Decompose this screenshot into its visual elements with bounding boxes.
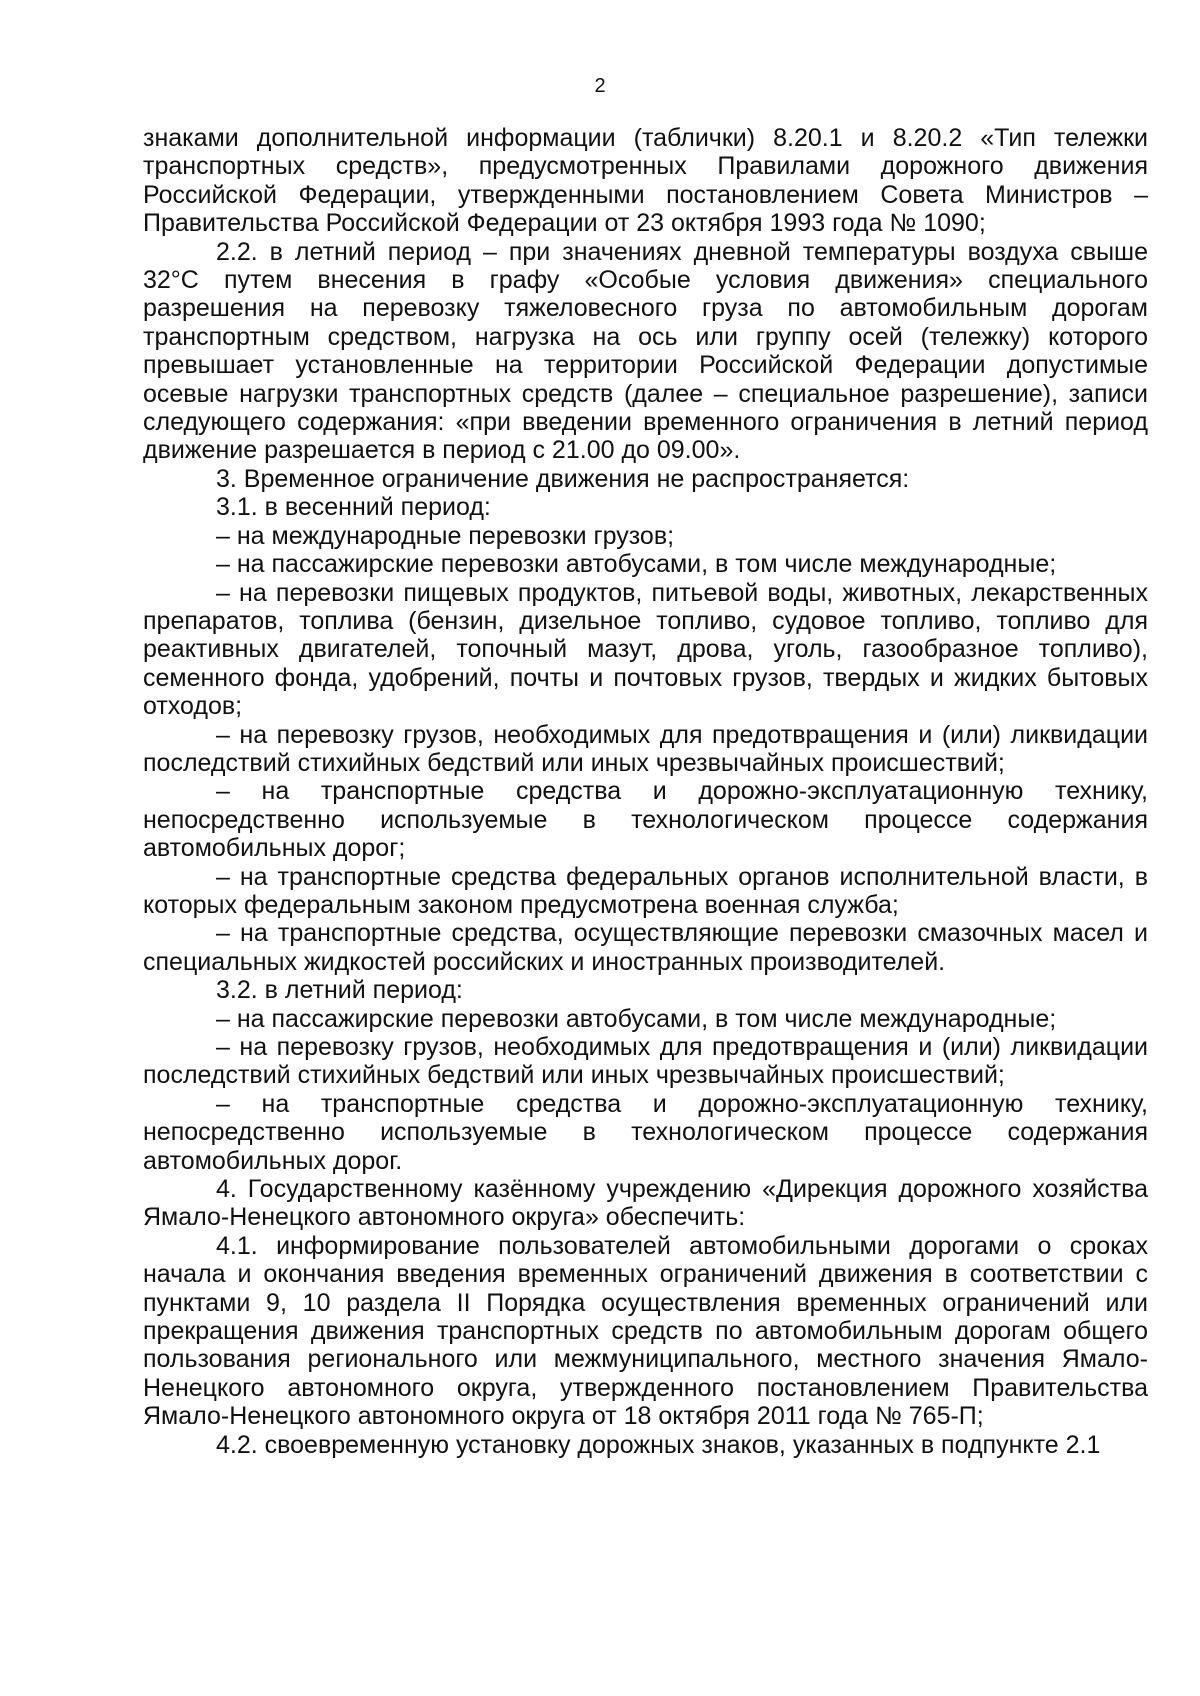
paragraph-4: 4. Государственному казённому учреждению «Дирекция дорожного хозяйства Ямало-Ненецкого автономного округа» обеспечить: xyxy=(143,1175,1148,1232)
list-item: – на международные перевозки грузов; xyxy=(216,521,675,550)
list-item: – на перевозку грузов, необходимых для предотвращения и (или) ликвидации последствий стихийных бедствий или иных чрезвычайных происшествий; xyxy=(143,720,1148,777)
list-item: – на транспортные средства, осуществляющие перевозки смазочных масел и специальных жидкостей российских и иностранных производителей. xyxy=(143,919,1148,976)
list-item: – на пассажирские перевозки автобусами, в том числе международные; xyxy=(216,1004,1057,1033)
paragraph-2-2: 2.2. в летний период – при значениях дневной температуры воздуха свыше 32°C путем внесения в графу «Особые условия движения» специального разрешения на перевозку тяжеловесного груза по автомобильным дорогам транспортным средством, нагрузка на ось или группу осей (тележку) которого превышает установленные на территории Российской Федерации допустимые осевые нагрузки транспортных средств (далее – специальное разрешение), записи следующего содержания: «при введении временного ограничения в летний период движение разрешается в период с 21.00 до 09.00». xyxy=(143,237,1148,465)
paragraph-2-1-continuation: знаками дополнительной информации (таблички) 8.20.1 и 8.20.2 «Тип тележки транспортных средств», предусмотренных Правилами дорожного движения Российской Федерации, утвержденными постановлением Совета Министров – Правительства Российской Федерации от 23 октября 1993 года № 1090; xyxy=(143,124,1148,238)
paragraph-4-1: 4.1. информирование пользователей автомобильными дорогами о сроках начала и окончания введения временных ограничений движения в соответствии с пунктами 9, 10 раздела II Порядка осуществления временных ограничений или прекращения движения транспортных средств по автомобильным дорогам общего пользования регионального или межмуниципального, местного значения Ямало-Ненецкого автономного округа, утвержденного постановлением Правительства Ямало-Ненецкого автономного округа от 18 октября 2011 года № 765-П; xyxy=(143,1231,1148,1431)
paragraph-4-2: 4.2. своевременную установку дорожных знаков, указанных в подпункте 2.1 xyxy=(216,1430,1101,1459)
page-number: 2 xyxy=(594,75,606,97)
document-body xyxy=(143,124,1148,1459)
list-item: – на транспортные средства и дорожно-эксплуатационную технику, непосредственно используемые в технологическом процессе содержания автомобильных дорог; xyxy=(143,777,1148,863)
list-item: – на транспортные средства федеральных органов исполнительной власти, в которых федеральным законом предусмотрена военная служба; xyxy=(143,862,1148,919)
list-item: – на пассажирские перевозки автобусами, в том числе международные; xyxy=(216,550,1057,579)
paragraph-3: 3. Временное ограничение движения не распространяется: xyxy=(216,464,910,493)
paragraph-3-2: 3.2. в летний период: xyxy=(216,976,463,1005)
list-item: – на перевозку грузов, необходимых для предотвращения и (или) ликвидации последствий стихийных бедствий или иных чрезвычайных происшествий; xyxy=(143,1033,1148,1090)
list-item: – на перевозки пищевых продуктов, питьевой воды, животных, лекарственных препаратов, топлива (бензин, дизельное топливо, судовое топливо, топливо для реактивных двигателей, топочный мазут, дрова, уголь, газообразное топливо), семенного фонда, удобрений, почты и почтовых грузов, твердых и жидких бытовых отходов; xyxy=(143,578,1148,721)
list-item: – на транспортные средства и дорожно-эксплуатационную технику, непосредственно используемые в технологическом процессе содержания автомобильных дорог. xyxy=(143,1089,1148,1175)
paragraph-3-1: 3.1. в весенний период: xyxy=(216,493,491,522)
